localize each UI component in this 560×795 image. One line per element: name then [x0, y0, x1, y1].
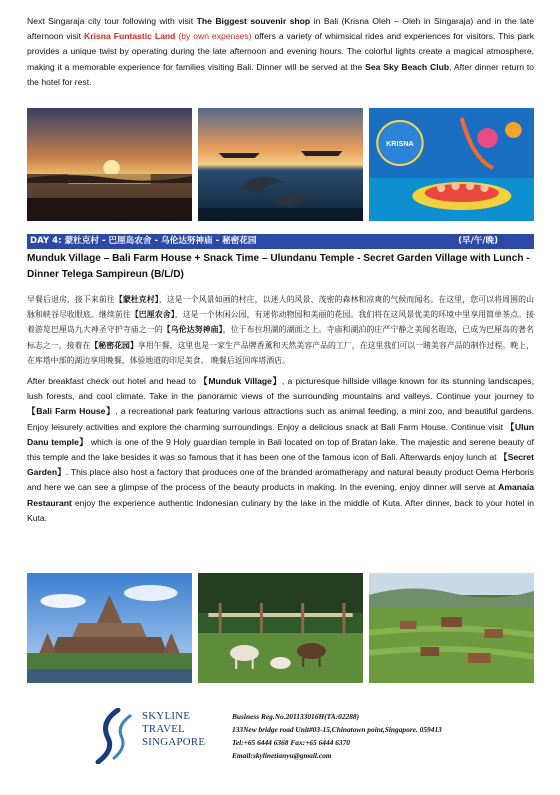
en-text: , a picturesque hillside village known for its stunning landscapes, lush forests, and cool climate. Take in the panoramic views of the surrounding mountains and valleys. Continue your journey to [27, 376, 534, 402]
contact-details [232, 710, 442, 762]
amanaia-restaurant-highlight: Amanaia Restaurant [27, 482, 534, 508]
krisna-funtastic-land-highlight: Krisna Funtastic Land [84, 31, 176, 42]
secret-garden-highlight: 【Secret Garden】 [27, 452, 535, 478]
zh-text: 早餐后退房，接下来前往 [27, 295, 115, 304]
brand-name [142, 710, 205, 749]
agency-footer [90, 708, 530, 788]
skyline-logo [90, 708, 210, 768]
en-text: . This place also host a factory that produces one of the branded aromatherapy and natural beauty product Oema Herboris and here we can see a glimpse of the process of the beauty products in making. In the evening, enjoy dinner will serve at [27, 467, 534, 493]
souvenir-shop-highlight: The Biggest souvenir shop [196, 16, 311, 26]
secret-garden-village-photo [369, 573, 534, 683]
bali-farm-house-zh: 【巴厘农舍】 [130, 310, 175, 320]
intro-paragraph [27, 14, 534, 90]
phone-fax: Tel:+65 6444 6368 Fax:+65 6444 6370 [232, 738, 350, 747]
day4-chinese-title: DAY 4: 蒙杜克村 - 巴厘岛农舍 - 乌伦达努神庙 - 秘密花园 [30, 236, 257, 246]
day4-english-paragraph [27, 374, 534, 526]
intro-text: offers a variety of whimsical rides and experiences for visitors. This park provides a unique twist by operating during the late afternoon and evening hours. The colorful lights create a magical atmosphere, making it a memorable experience for families visiting Bali. Dinner will be served at the [27, 31, 535, 72]
sunset-beach-photo [27, 108, 192, 221]
zh-text: 享用午餐，这里也是一家生产品牌香薰和天然美容产品的工厂，在这里我们可以一睹美容产品的制作过程。晚上，在库塔中部的湖边享用晚餐，体验地道的印尼美食。 晚餐后返回库塔酒店。 [27, 340, 534, 365]
swoosh-logo-icon [90, 708, 140, 764]
en-text: which is one of the 9 Holy guardian temple in Bali located on top of Bratan lake. The majestic and serene beauty of this temple and the lake besides it was so famous that it has been one of the famous icon of Bali. Afterwards enjoy lunch at [27, 436, 534, 463]
en-text: After breakfast check out hotel and head to [27, 376, 200, 386]
ulun-danu-temple-zh: 【乌伦达努神庙】 [162, 325, 223, 335]
email: Email:skylinetianyu@gmail.com [232, 751, 332, 760]
day4-english-title: Munduk Village – Bali Farm House + Snack Time – Ulundanu Temple - Secret Garden Village with Lunch - Dinner Telega Sampireun (B/L/D) [27, 253, 530, 280]
munduk-village-zh: 【蒙杜克村】 [114, 295, 159, 304]
business-reg: Business Reg.No.201133016H(TA:02288) [232, 712, 360, 721]
address: 133New bridge road Unit#03-15,Chinatown point,Singapore. 059413 [232, 725, 442, 734]
day4-meals-badge: (早/午/晚) [458, 236, 498, 246]
day4-chinese-paragraph [27, 292, 534, 368]
intro-text: , After dinner return to the hotel for rest. [27, 61, 534, 87]
en-text: enjoy the experience authentic Indonesian culinary by the lake in the middle of Kuta. After dinner, back to your hotel in Kuta. [27, 497, 534, 523]
munduk-village-highlight: 【Munduk Village】 [199, 376, 282, 386]
zh-text: ，这是一个风景如画的村庄，以迷人的风景、茂密的森林和凉爽的气候而闻名。在这里，您可以将周围的山脉和峡谷尽收眼底。继续前往 [27, 295, 534, 320]
brand-line-singapore: SINGAPORE [142, 736, 206, 748]
intro-text: Next Singaraja city tour following with visit [27, 16, 197, 26]
farm-house-photo [198, 573, 363, 683]
day4-header-bar [27, 234, 534, 249]
own-expenses-note: (by own expenses) [175, 31, 252, 42]
intro-text: in Bali (Krisna Oleh – Oleh in Singaraja) and in the late afternoon visit [27, 16, 534, 42]
sea-sky-beach-club-highlight: Sea Sky Beach Club [365, 61, 450, 72]
secret-garden-zh: 【秘密花园】 [90, 340, 138, 350]
bali-farm-house-highlight: 【Bali Farm House】 [27, 406, 116, 417]
dolphins-photo [198, 108, 363, 221]
photo-row-top [27, 108, 534, 221]
en-text: , a recreational park featuring various attractions such as animal feeding, a mini zoo, and beautiful gardens. Enjoy leisurely activities and explore the charming surroundings. Enjoy a delicious snack at Bali Farm House. Continue visit [27, 406, 534, 432]
brand-line-skyline: SKYLINE [142, 710, 191, 722]
temple-photo [27, 573, 192, 683]
ulun-danu-temple-highlight: 【Ulun Danu temple】 [27, 421, 534, 447]
brand-line-travel: TRAVEL [142, 723, 185, 735]
krisna-funtastic-land-photo [369, 108, 534, 221]
photo-row-bottom [27, 573, 534, 683]
zh-text: ，位于布拉坦湖的湖面之上。寺庙和湖泊的庄严宁静之美闻名遐迩，已成为巴厘岛的著名标志之一。接着在 [27, 325, 534, 350]
zh-text: ，这是一个休闲公园，有迷你动物园和美丽的花园。我们将在这风景优美的环境中里享用简单茶点。接着游览巴厘岛九大神圣守护寺庙之一的 [27, 310, 534, 335]
krisna-sign-text: KRISNA [386, 140, 414, 148]
